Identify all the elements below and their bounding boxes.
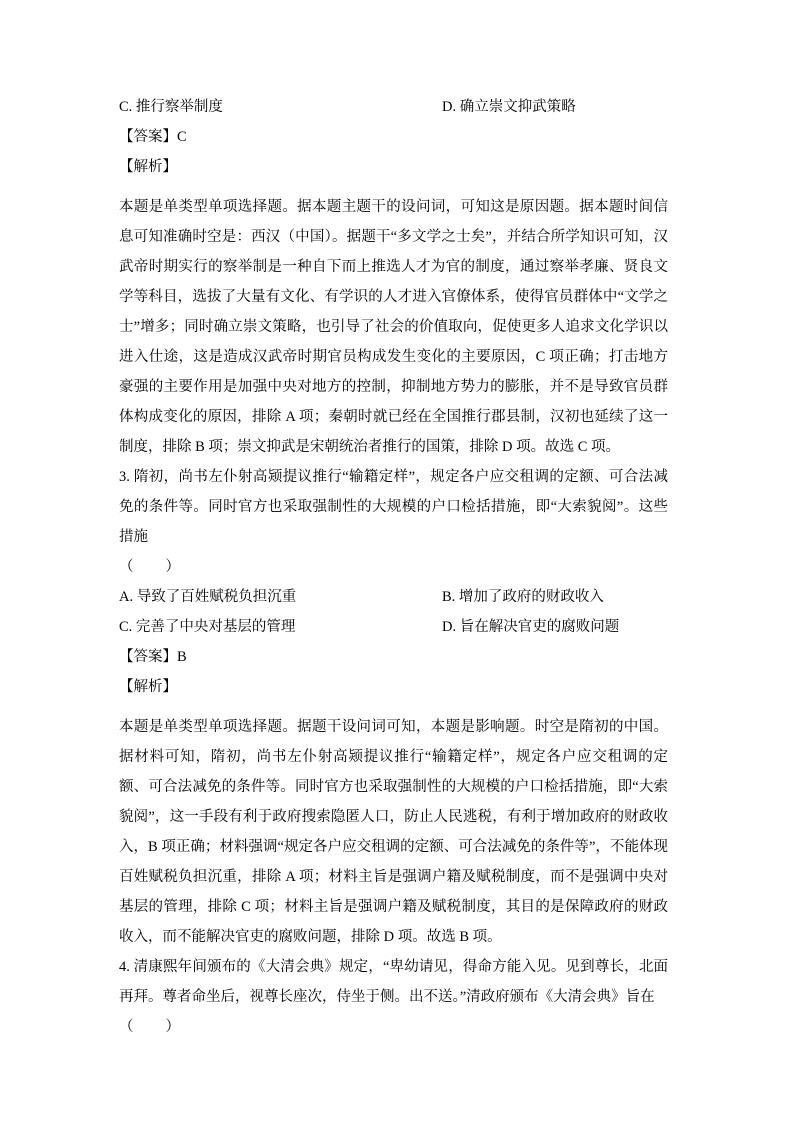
question-4-stem: 4. 清康熙年间颁布的《大清会典》规定，“卑幼请见，得命方能入见。见到尊长，北面再拜。尊者命坐后，视尊长座次，侍坐于侧。出不送。”清政府颁布《大清会典》旨在	[119, 959, 668, 1005]
question-2-option-c: C. 推行察举制度	[119, 99, 223, 115]
question-3-option-d: D. 旨在解决官吏的腐败问题	[442, 619, 620, 635]
question-2-analysis-text: 本题是单类型单项选择题。据本题主题干的设问词，可知这是原因题。据本题时间信息可知准确时空是：西汉（中国）。据题干“多文学之士矣”，并结合所学知识可知，汉武帝时期实行的察举制是一种自下而上推选人才为官的制度，通过察举孝廉、贤良文学等科目，选拔了大量有文化、有学识的人才进入官僚体系，使得官员群体中“文学之士”增多；同时确立崇文策略，也引导了社会的价值取向，促使更多人追求文化学识以进入仕途，这是造成汉武帝时期官员构成发生变化的主要原因，C 项正确；打击地方豪强的主要作用是加强中央对地方的控制，抑制地方势力的膨胀，并不是导致官员群体构成变化的原因，排除 A 项；秦朝时就已经在全国推行郡县制，汉初也延续了这一制度，排除 B 项；崇文抑武是宋朝统治者推行的国策，排除 D 项。故选 C 项。	[119, 199, 668, 455]
question-3-option-c: C. 完善了中央对基层的管理	[119, 619, 296, 635]
question-4-answer-blank: （ ）	[119, 1019, 181, 1035]
question-3-stem: 3. 隋初，尚书左仆射高颎提议推行“输籍定样”，规定各户应交租调的定额、可合法减免的条件等。同时官方也采取强制性的大规模的户口检括措施，即“大索貌阅”。这些措施	[119, 469, 668, 545]
exam-document-body	[119, 92, 668, 1042]
question-3-options-row-ab	[119, 582, 668, 612]
question-3-answer-blank: （ ）	[119, 559, 181, 575]
question-3-option-a: A. 导致了百姓赋税负担沉重	[119, 589, 297, 605]
question-2-analysis-label: 【解析】	[119, 159, 177, 175]
question-2-answer-line: 【答案】C	[119, 129, 187, 145]
question-3-answer-line: 【答案】B	[119, 649, 187, 665]
question-3-options-row-cd	[119, 612, 668, 642]
question-2-options-row	[119, 92, 668, 122]
question-2-option-d: D. 确立崇文抑武策略	[442, 99, 576, 115]
question-3-option-b: B. 增加了政府的财政收入	[442, 589, 604, 605]
question-3-analysis-label: 【解析】	[119, 679, 177, 695]
question-3-analysis-text: 本题是单类型单项选择题。据题干设问词可知，本题是影响题。时空是隋初的中国。据材料可知，隋初，尚书左仆射高颎提议推行“输籍定样”，规定各户应交租调的定额、可合法减免的条件等。同时官方也采取强制性的大规模的户口检括措施，即“大索貌阅”，这一手段有利于政府搜索隐匿人口，防止人民逃税，有利于增加政府的财政收入，B 项正确；材料强调“规定各户应交租调的定额、可合法减免的条件等”，不能体现百姓赋税负担沉重，排除 A 项；材料主旨是强调户籍及赋税制度，而不是强调中央对基层的管理，排除 C 项；材料主旨是强调户籍及赋税制度，其目的是保障政府的财政收入，而不能解决官吏的腐败问题，排除 D 项。故选 B 项。	[119, 719, 668, 945]
